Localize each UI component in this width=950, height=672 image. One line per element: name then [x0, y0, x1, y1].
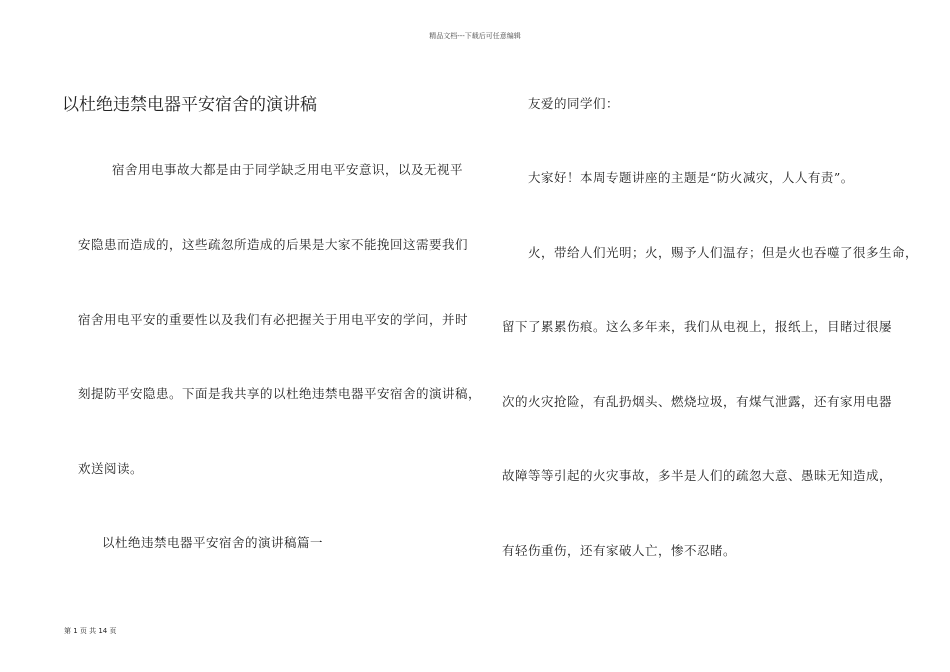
salutation: 友爱的同学们： — [528, 96, 620, 111]
left-paragraph-line: 刻提防平安隐患。下面是我共享的以杜绝违禁电器平安宿舍的演讲稿， — [78, 386, 482, 401]
page-number: 第 1 页 共 14 页 — [64, 627, 117, 635]
right-paragraph-line: 有轻伤重伤，还有家破人亡，惨不忍睹。 — [502, 543, 737, 558]
page-header: 精品文档---下载后可任意编辑 — [429, 32, 521, 40]
document-title: 以杜绝违禁电器平安宿舍的演讲稿 — [62, 95, 317, 115]
right-paragraph-line: 火，带给人们光明；火，赐予人们温存；但是火也吞噬了很多生命， — [528, 245, 919, 260]
left-paragraph-line: 宿舍用电平安的重要性以及我们有必把握关于用电平安的学问，并时 — [78, 312, 469, 327]
right-paragraph-line: 次的火灾抢险，有乱扔烟头、燃烧垃圾，有煤气泄露，还有家用电器 — [502, 394, 893, 409]
left-paragraph-line: 安隐患而造成的，这些疏忽所造成的后果是大家不能挽回这需要我们 — [78, 237, 469, 252]
right-paragraph-line: 留下了累累伤痕。这么多年来，我们从电视上，报纸上，目睹过很屡 — [502, 319, 893, 334]
right-paragraph-line: 大家好！本周专题讲座的主题是“防火减灾，人人有责”。 — [528, 170, 854, 185]
left-paragraph-line: 宿舍用电事故大都是由于同学缺乏用电平安意识，以及无视平 — [112, 162, 464, 177]
left-paragraph-line: 欢送阅读。 — [78, 461, 144, 476]
section-heading: 以杜绝违禁电器平安宿舍的演讲稿篇一 — [102, 535, 324, 550]
right-paragraph-line: 故障等等引起的火灾事故，多半是人们的疏忽大意、愚昧无知造成， — [502, 468, 893, 483]
